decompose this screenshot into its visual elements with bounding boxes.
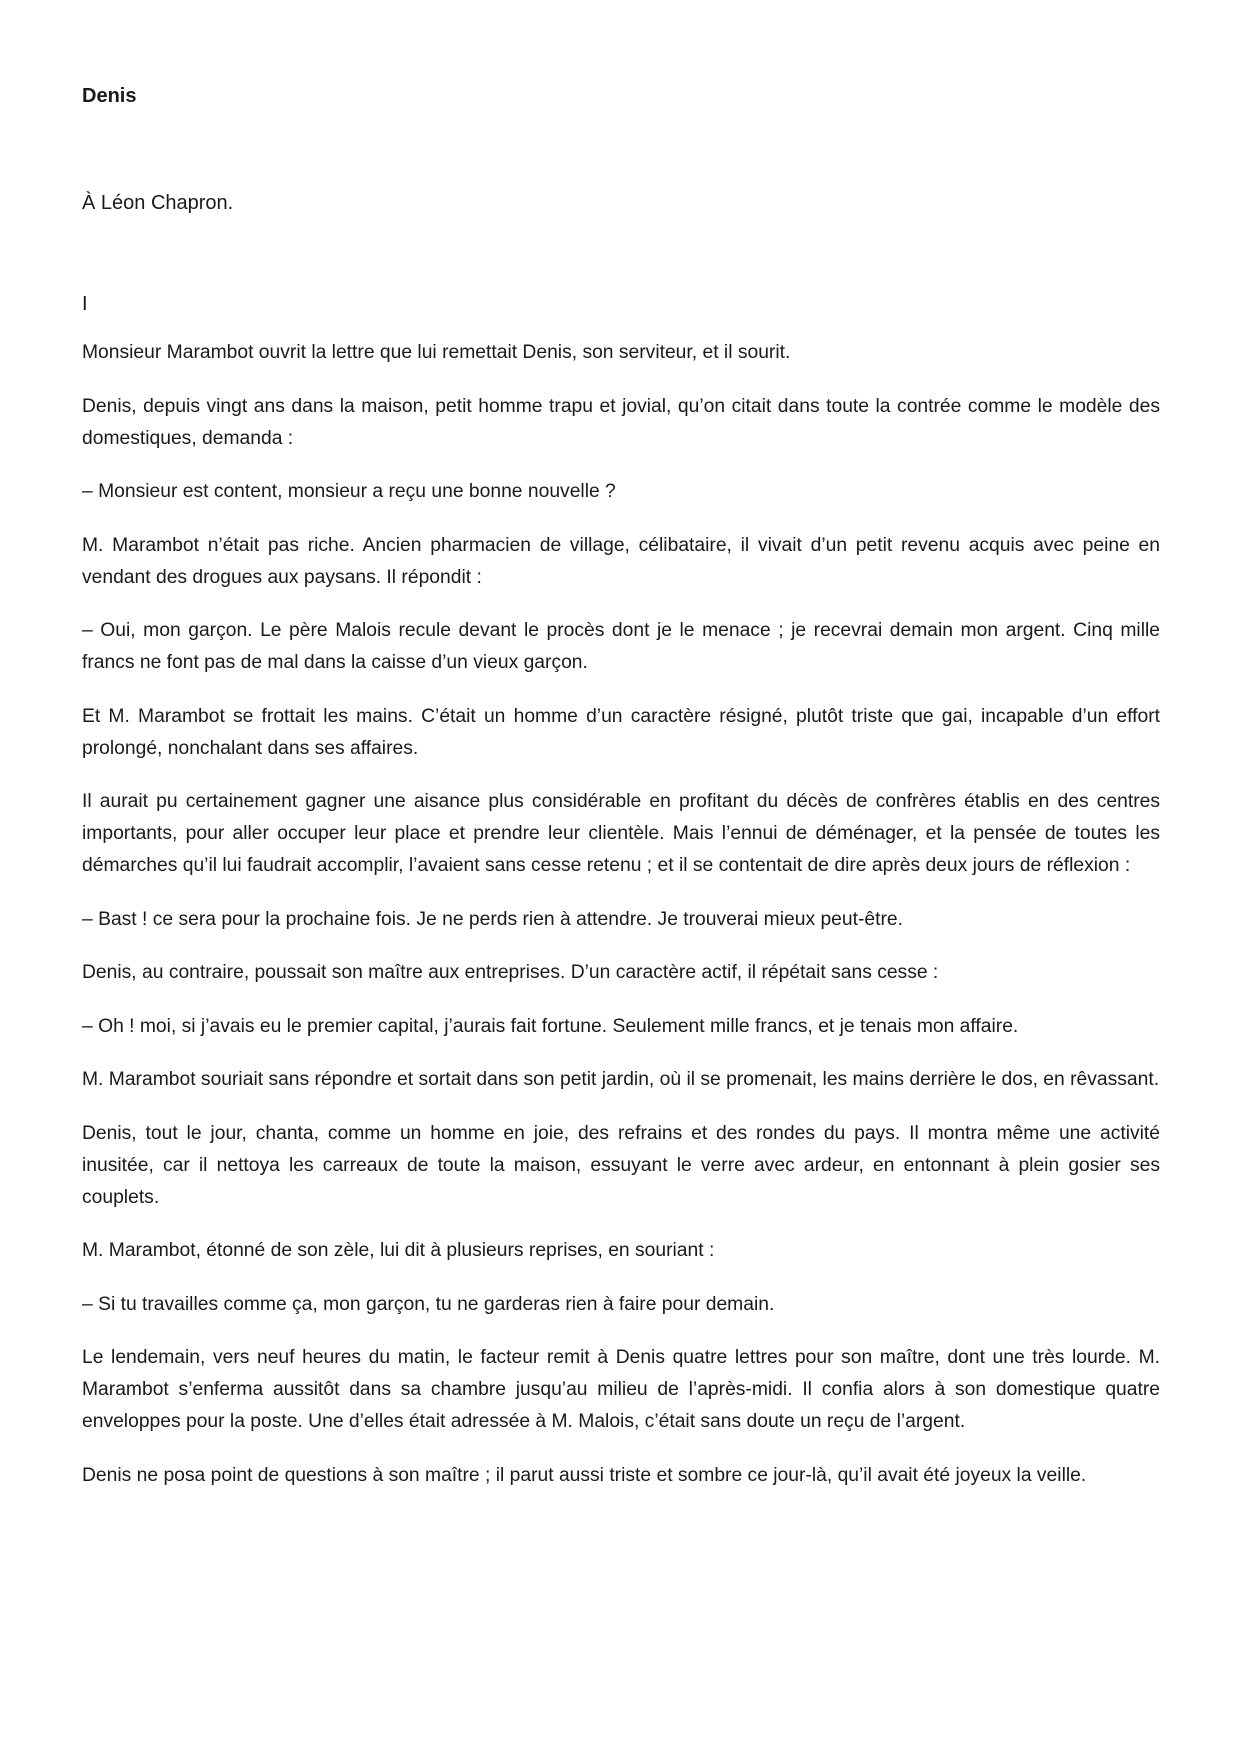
paragraph: M. Marambot souriait sans répondre et sortait dans son petit jardin, où il se promenait, les mains derrière le dos, en rêvassant.	[82, 1069, 1160, 1090]
paragraph: – Bast ! ce sera pour la prochaine fois. Je ne perds rien à attendre. Je trouverai mieux peut-être.	[82, 908, 903, 930]
paragraph: Monsieur Marambot ouvrit la lettre que lui remettait Denis, son serviteur, et il sourit.	[82, 342, 791, 363]
paragraph: – Monsieur est content, monsieur a reçu une bonne nouvelle ?	[82, 481, 616, 502]
paragraph: Et M. Marambot se frottait les mains. C’était un homme d’un caractère résigné, plutôt triste que gai, incapable d’un effort prolongé, nonchalant dans ses affaires.	[82, 705, 1160, 759]
section-number: I	[82, 293, 88, 315]
paragraph: – Oh ! moi, si j’avais eu le premier capital, j’aurais fait fortune. Seulement mille francs, et je tenais mon affaire.	[82, 1015, 1019, 1037]
paragraph: Denis, depuis vingt ans dans la maison, petit homme trapu et jovial, qu’on citait dans toute la contrée comme le modèle des domestiques, demanda :	[82, 395, 1160, 449]
paragraph: M. Marambot, étonné de son zèle, lui dit à plusieurs reprises, en souriant :	[82, 1240, 715, 1261]
body-text	[82, 337, 1160, 1513]
document-title: Denis	[82, 85, 137, 107]
paragraph: M. Marambot n’était pas riche. Ancien pharmacien de village, célibataire, il vivait d’un petit revenu acquis avec peine en vendant des drogues aux paysans. Il répondit :	[82, 534, 1160, 588]
paragraph: Denis, au contraire, poussait son maître aux entreprises. D’un caractère actif, il répétait sans cesse :	[82, 962, 939, 983]
paragraph: Il aurait pu certainement gagner une aisance plus considérable en profitant du décès de confrères établis en des centres importants, pour aller occuper leur place et prendre leur clientèle. Mais l’ennui de déménager, et la pensée de toutes les démarches qu’il lui faudrait accomplir, l’avaient sans cesse retenu ; et il se contentait de dire après deux jours de réflexion :	[82, 791, 1160, 876]
paragraph: Denis ne posa point de questions à son maître ; il parut aussi triste et sombre ce jour-là, qu’il avait été joyeux la veille.	[82, 1464, 1087, 1486]
paragraph: – Si tu travailles comme ça, mon garçon, tu ne garderas rien à faire pour demain.	[82, 1293, 775, 1315]
paragraph: Le lendemain, vers neuf heures du matin, le facteur remit à Denis quatre lettres pour son maître, dont une très lourde. M. Marambot s’enferma aussitôt dans sa chambre jusqu’au milieu de l’après-midi. Il confia alors à son domestique quatre enveloppes pour la poste. Une d’elles était adressée à M. Malois, c’était sans doute un reçu de l’argent.	[82, 1347, 1160, 1432]
dedication: À Léon Chapron.	[82, 192, 234, 214]
paragraph: Denis, tout le jour, chanta, comme un homme en joie, des refrains et des rondes du pays. Il montra même une activité inusitée, car il nettoya les carreaux de toute la maison, essuyant le verre avec ardeur, en entonnant à plein gosier ses couplets.	[82, 1122, 1160, 1208]
paragraph: – Oui, mon garçon. Le père Malois recule devant le procès dont je le menace ; je recevrai demain mon argent. Cinq mille francs ne font pas de mal dans la caisse d’un vieux garçon.	[82, 620, 1160, 673]
